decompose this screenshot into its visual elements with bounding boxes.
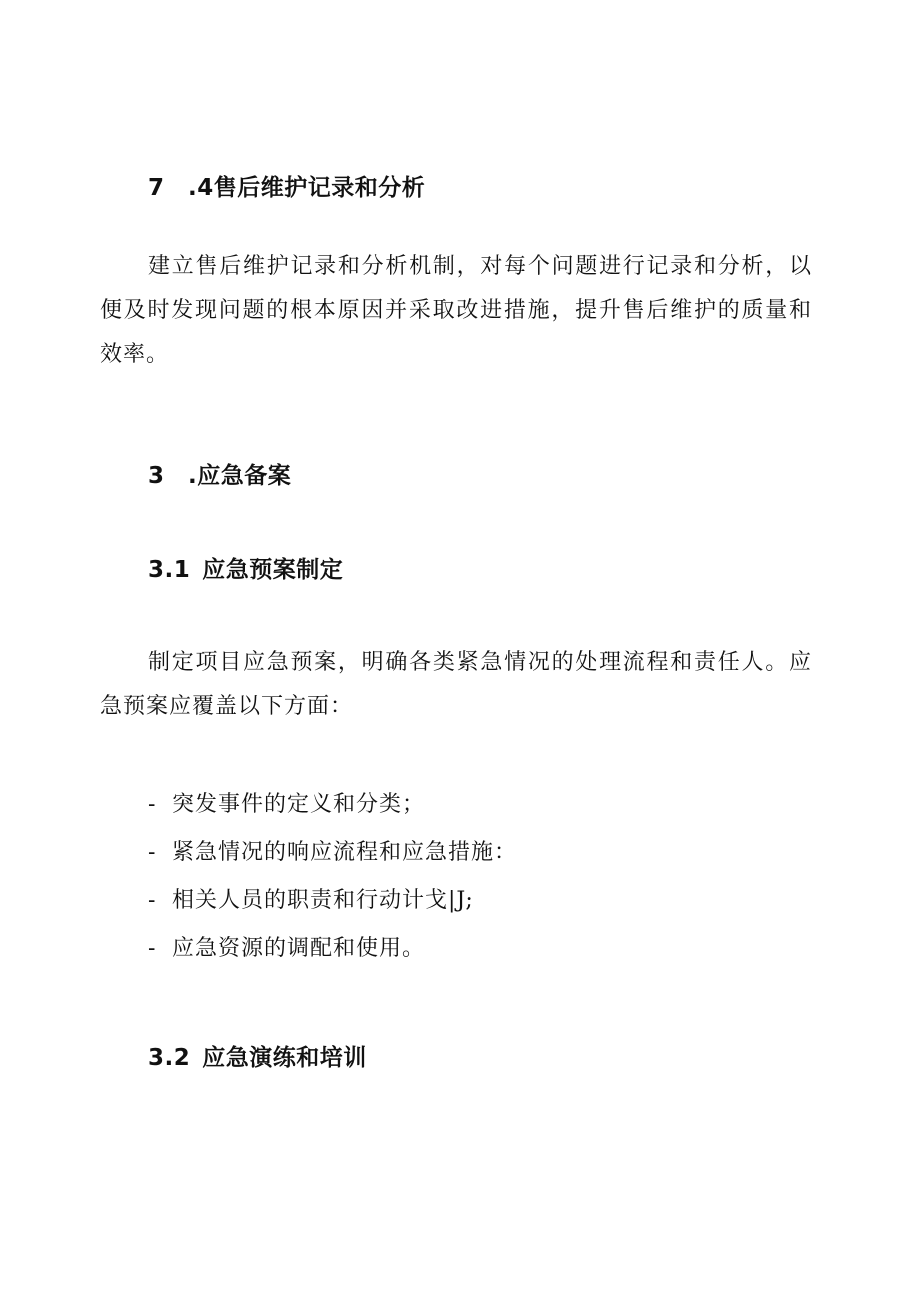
list-item-text: 相关人员的职责和行动计戈|J; [172,888,474,913]
list-dash: - [148,888,157,913]
section-heading-3-2: 3.2 应急演练和培训 [148,1045,367,1071]
paragraph-after-sales-analysis: 建立售后维护记录和分析机制，对每个问题进行记录和分析，以便及时发现问题的根本原因并采取改进措施，提升售后维护的质量和效率。 [100,254,812,367]
section-heading-3-1: 3.1 应急预案制定 [148,557,344,583]
list-item [148,925,517,973]
list-item [148,877,517,925]
list-dash: - [148,792,157,817]
list-dash: - [148,936,157,961]
list-item [148,781,517,829]
paragraph-emergency-plan: 制定项目应急预案，明确各类紧急情况的处理流程和责任人。应急预案应覆盖以下方面： [100,650,812,719]
list-item-text: 应急资源的调配和使用。 [172,936,426,961]
list-item-text: 突发事件的定义和分类； [172,792,426,817]
list-dash: - [148,840,157,865]
section-heading-7-4: 7 .4售后维护记录和分析 [148,175,426,201]
emergency-plan-list [148,781,517,973]
section-heading-3: 3 .应急备案 [148,463,292,489]
list-item-text: 紧急情况的响应流程和应急措施： [172,840,518,865]
list-item [148,829,517,877]
